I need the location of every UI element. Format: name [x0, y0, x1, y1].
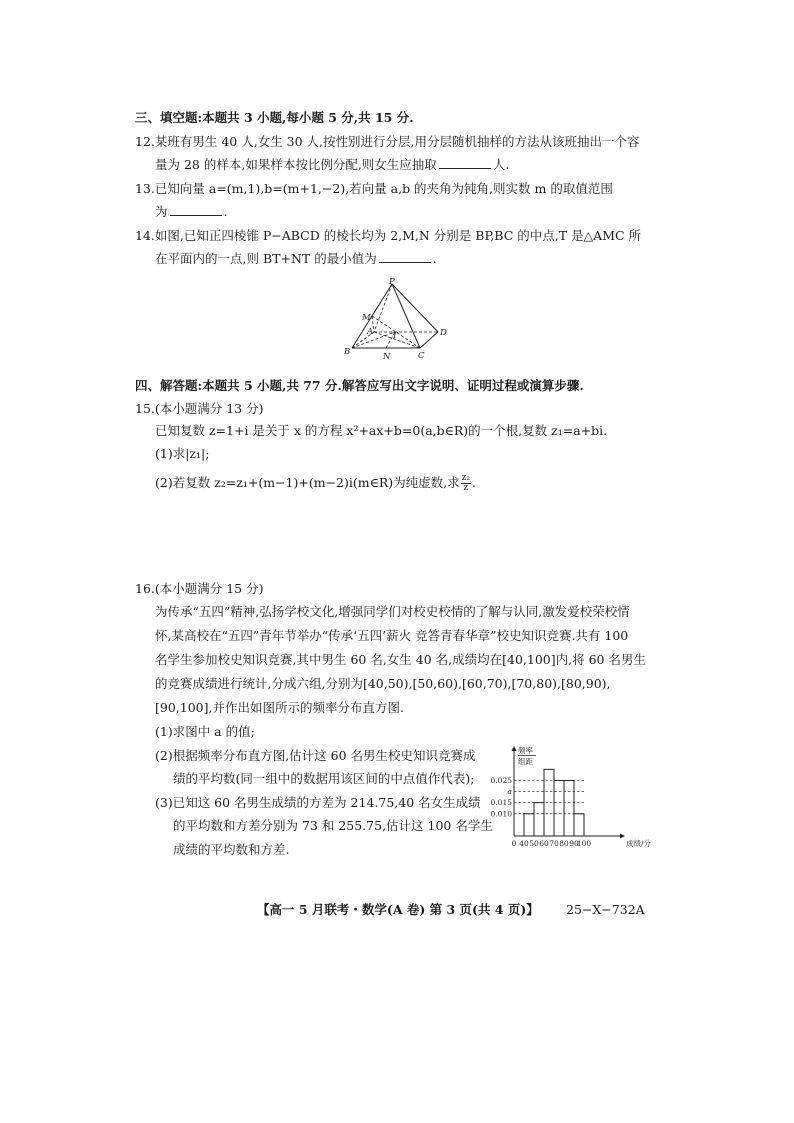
q16-part-3-line-1: (3)已知这 60 名男生成绩的方差为 214.75,40 名女生成绩 — [155, 795, 481, 810]
q14-tail: . — [432, 251, 437, 266]
q12-tail: 人. — [492, 157, 510, 172]
q15-stem: 已知复数 z=1+i 是关于 x 的方程 x²+ax+b=0(a,b∈R)的一个根,复数 z₁=a+bi. — [155, 423, 608, 438]
q15-title: 15.(本小题满分 13 分) — [135, 401, 264, 416]
section-4-heading: 四、解答题:本题共 5 小题,共 77 分.解答应写出文字说明、证明过程或演算步骤. — [135, 378, 584, 393]
histogram-bar — [574, 814, 584, 836]
q15-part-2-tail: . — [471, 475, 476, 490]
q16-part-1: (1)求图中 a 的值; — [155, 724, 255, 739]
q14-text: 在平面内的一点,则 BT+NT 的最小值为 — [155, 251, 377, 266]
q15-part-2 — [155, 474, 476, 493]
q16-part-2-line-2: 绩的平均数(同一组中的数据用该区间的中点值作代表); — [173, 771, 475, 786]
q13-line-2 — [155, 203, 228, 221]
x-tick-label: 100 — [576, 839, 592, 848]
q13-line-1: 13.已知向量 a=(m,1),b=(m+1,−2),若向量 a,b 的夹角为钝角,则实数 m 的取值范围 — [135, 181, 613, 196]
q13-text: 为 — [155, 204, 168, 219]
q15-part-1: (1)求|z₁|; — [155, 446, 210, 461]
label-A: A — [367, 327, 374, 337]
q16-stem-line-2: 怀,某高校在“五四”青年节举办“传承‘五四’薪火 竞答青春华章”校史知识竞赛.共有 100 — [155, 628, 629, 643]
y-axis-arrow — [512, 746, 517, 751]
x-axis-label: 成绩/分 — [626, 839, 652, 848]
x-axis-arrow — [620, 834, 625, 839]
q15-part-2-text: (2)若复数 z₂=z₁+(m−1)+(m−2)i(m∈R)为纯虚数,求 — [155, 475, 460, 490]
q12-line-2 — [155, 156, 509, 174]
y-tick-label: 0.015 — [490, 798, 512, 808]
q14-line-2 — [155, 250, 437, 268]
footer-page-info: 【高一 5 月联考・数学(A 卷) 第 3 页(共 4 页)】 — [257, 902, 539, 917]
x-tick-label: 50 — [529, 839, 539, 848]
fraction-numerator: z₂ — [461, 473, 470, 483]
q16-stem-line-3: 名学生参加校史知识竞赛,其中男生 60 名,女生 40 名,成绩均在[40,100]内,将 60 名男生 — [155, 652, 646, 667]
q12-line-1: 12.某班有男生 40 人,女生 30 人,按性别进行分层,用分层随机抽样的方法从该班抽出一个容 — [135, 134, 640, 149]
label-T: T — [392, 331, 398, 341]
q14-line-1: 14.如图,已知正四棱锥 P−ABCD 的棱长均为 2,M,N 分别是 BP,BC 的中点,T 是△AMC 所 — [135, 228, 642, 243]
x-tick-label: 90 — [569, 839, 579, 848]
segment-BT — [352, 332, 395, 348]
q16-stem-line-1: 为传承“五四”精神,弘扬学校文化,增强同学们对校史校情的了解与认同,激发爱校荣校情 — [155, 604, 630, 619]
y-tick-label: a — [507, 787, 512, 797]
edge-PD — [392, 284, 438, 332]
label-B: B — [344, 347, 351, 357]
histogram-bar — [564, 780, 574, 836]
q14-answer-blank — [379, 250, 431, 263]
label-N: N — [383, 352, 391, 362]
section-3-heading: 三、填空题:本题共 3 小题,每小题 5 分,共 15 分. — [135, 110, 414, 125]
fraction-denominator: z — [463, 483, 469, 493]
x-tick-label: 40 — [519, 839, 529, 848]
x-tick-label: 70 — [549, 839, 559, 848]
q12-answer-blank — [439, 156, 491, 169]
frequency-histogram — [490, 743, 670, 855]
pyramid-figure — [340, 276, 455, 368]
footer-code: 25−X−732A — [566, 902, 645, 917]
y-tick-label: 0.025 — [490, 775, 512, 785]
x-tick-label: 80 — [559, 839, 569, 848]
x-tick-label: 0 — [511, 839, 517, 848]
histogram-bar — [534, 803, 544, 836]
q16-stem-line-4: 的竞赛成绩进行统计,分成六组,分别为[40,50),[50,60),[60,70),[70,80),[80,90), — [155, 676, 611, 691]
label-P: P — [389, 277, 395, 287]
label-M: M — [362, 313, 371, 323]
y-axis-label-top: 频率 — [518, 746, 533, 755]
z2-over-z-fraction — [461, 474, 471, 493]
label-D: D — [440, 328, 447, 338]
histogram-bar — [524, 814, 534, 836]
q16-stem-line-5: [90,100],并作出如图所示的频率分布直方图. — [155, 700, 404, 715]
q13-tail: . — [223, 204, 228, 219]
q16-part-3-line-3: 成绩的平均数和方差. — [173, 842, 290, 857]
q16-part-2-line-1: (2)根据频率分布直方图,估计这 60 名男生校史知识竞赛成 — [155, 748, 476, 763]
edge-CD — [420, 332, 438, 348]
y-axis-label-bottom: 组距 — [518, 757, 533, 766]
x-tick-label: 60 — [539, 839, 549, 848]
histogram-bar — [554, 780, 564, 836]
q16-title: 16.(本小题满分 15 分) — [135, 581, 264, 596]
label-C: C — [418, 351, 425, 361]
q13-answer-blank — [170, 203, 222, 216]
y-tick-label: 0.010 — [490, 809, 512, 819]
q12-text: 量为 28 的样本,如果样本按比例分配,则女生应抽取 — [155, 157, 437, 172]
q16-part-3-line-2: 的平均数和方差分别为 73 和 255.75,估计这 100 名学生 — [173, 818, 493, 833]
